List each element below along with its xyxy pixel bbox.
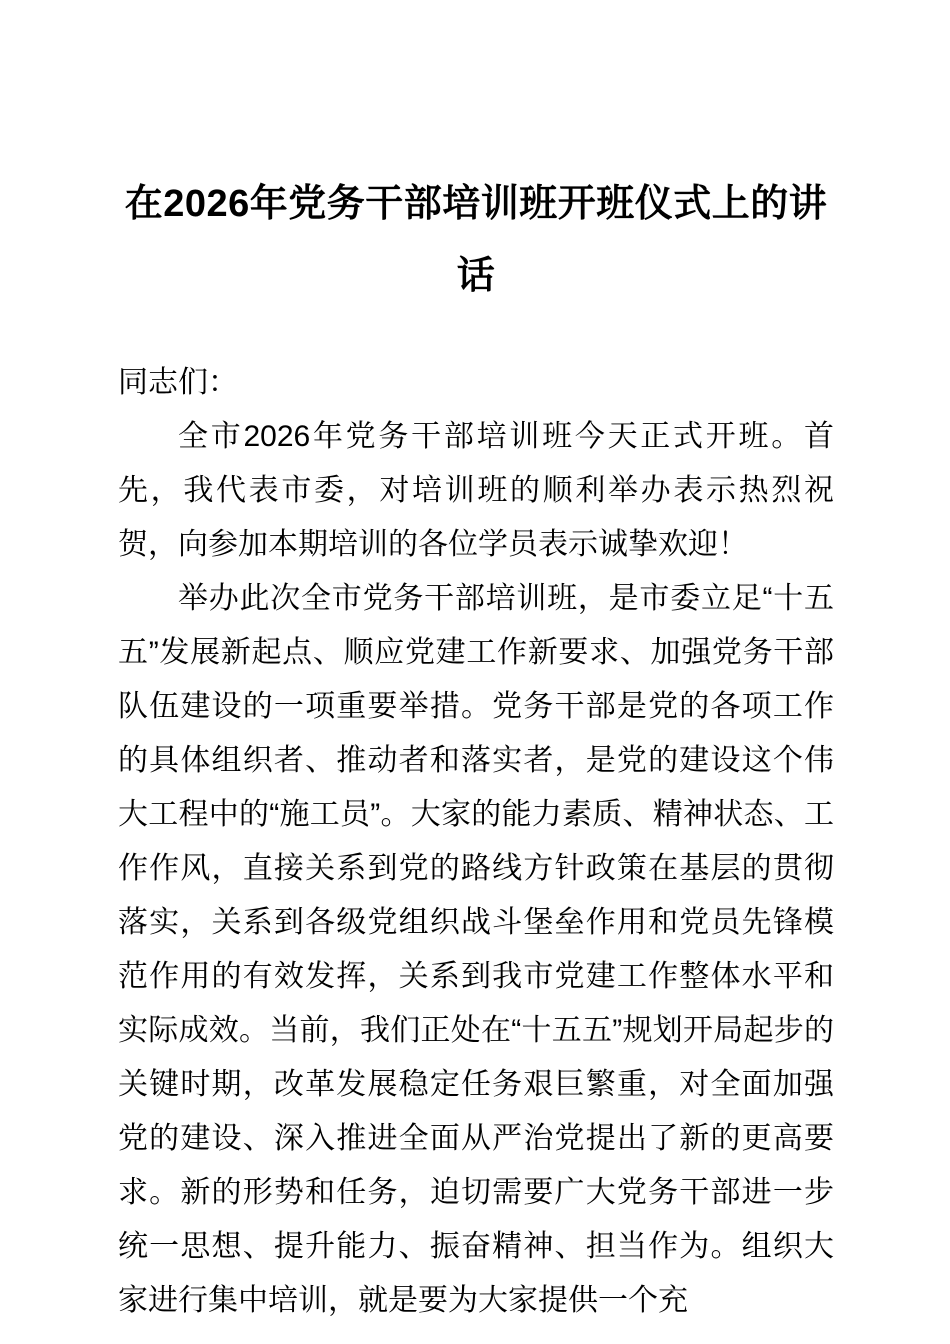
paragraph-1: 全市2026年党务干部培训班今天正式开班。首先，我代表市委，对培训班的顺利举办表示热烈祝贺，向参加本期培训的各位学员表示诚挚欢迎！ bbox=[118, 420, 834, 561]
page-title: 在2026年党务干部培训班开班仪式上的讲话 bbox=[124, 183, 828, 297]
document-body bbox=[118, 0, 834, 1328]
paragraph-2: 举办此次全市党务干部培训班，是市委立足“十五五”发展新起点、顺应党建工作新要求、加强党务干部队伍建设的一项重要举措。党务干部是党的各项工作的具体组织者、推动者和落实者，是党的建设这个伟大工程中的“施工员”。大家的能力素质、精神状态、工作作风，直接关系到党的路线方针政策在基层的贯彻落实，关系到各级党组织战斗堡垒作用和党员先锋模范作用的有效发挥，关系到我市党建工作整体水平和实际成效。当前，我们正处在“十五五”规划开局起步的关键时期，改革发展稳定任务艰巨繁重，对全面加强党的建设、深入推进全面从严治党提出了新的更高要求。新的形势和任务，迫切需要广大党务干部进一步统一思想、提升能力、振奋精神、担当作为。组织大家进行集中培训，就是要为大家提供一个充 bbox=[118, 582, 834, 1317]
salutation-line: 同志们： bbox=[118, 366, 238, 399]
